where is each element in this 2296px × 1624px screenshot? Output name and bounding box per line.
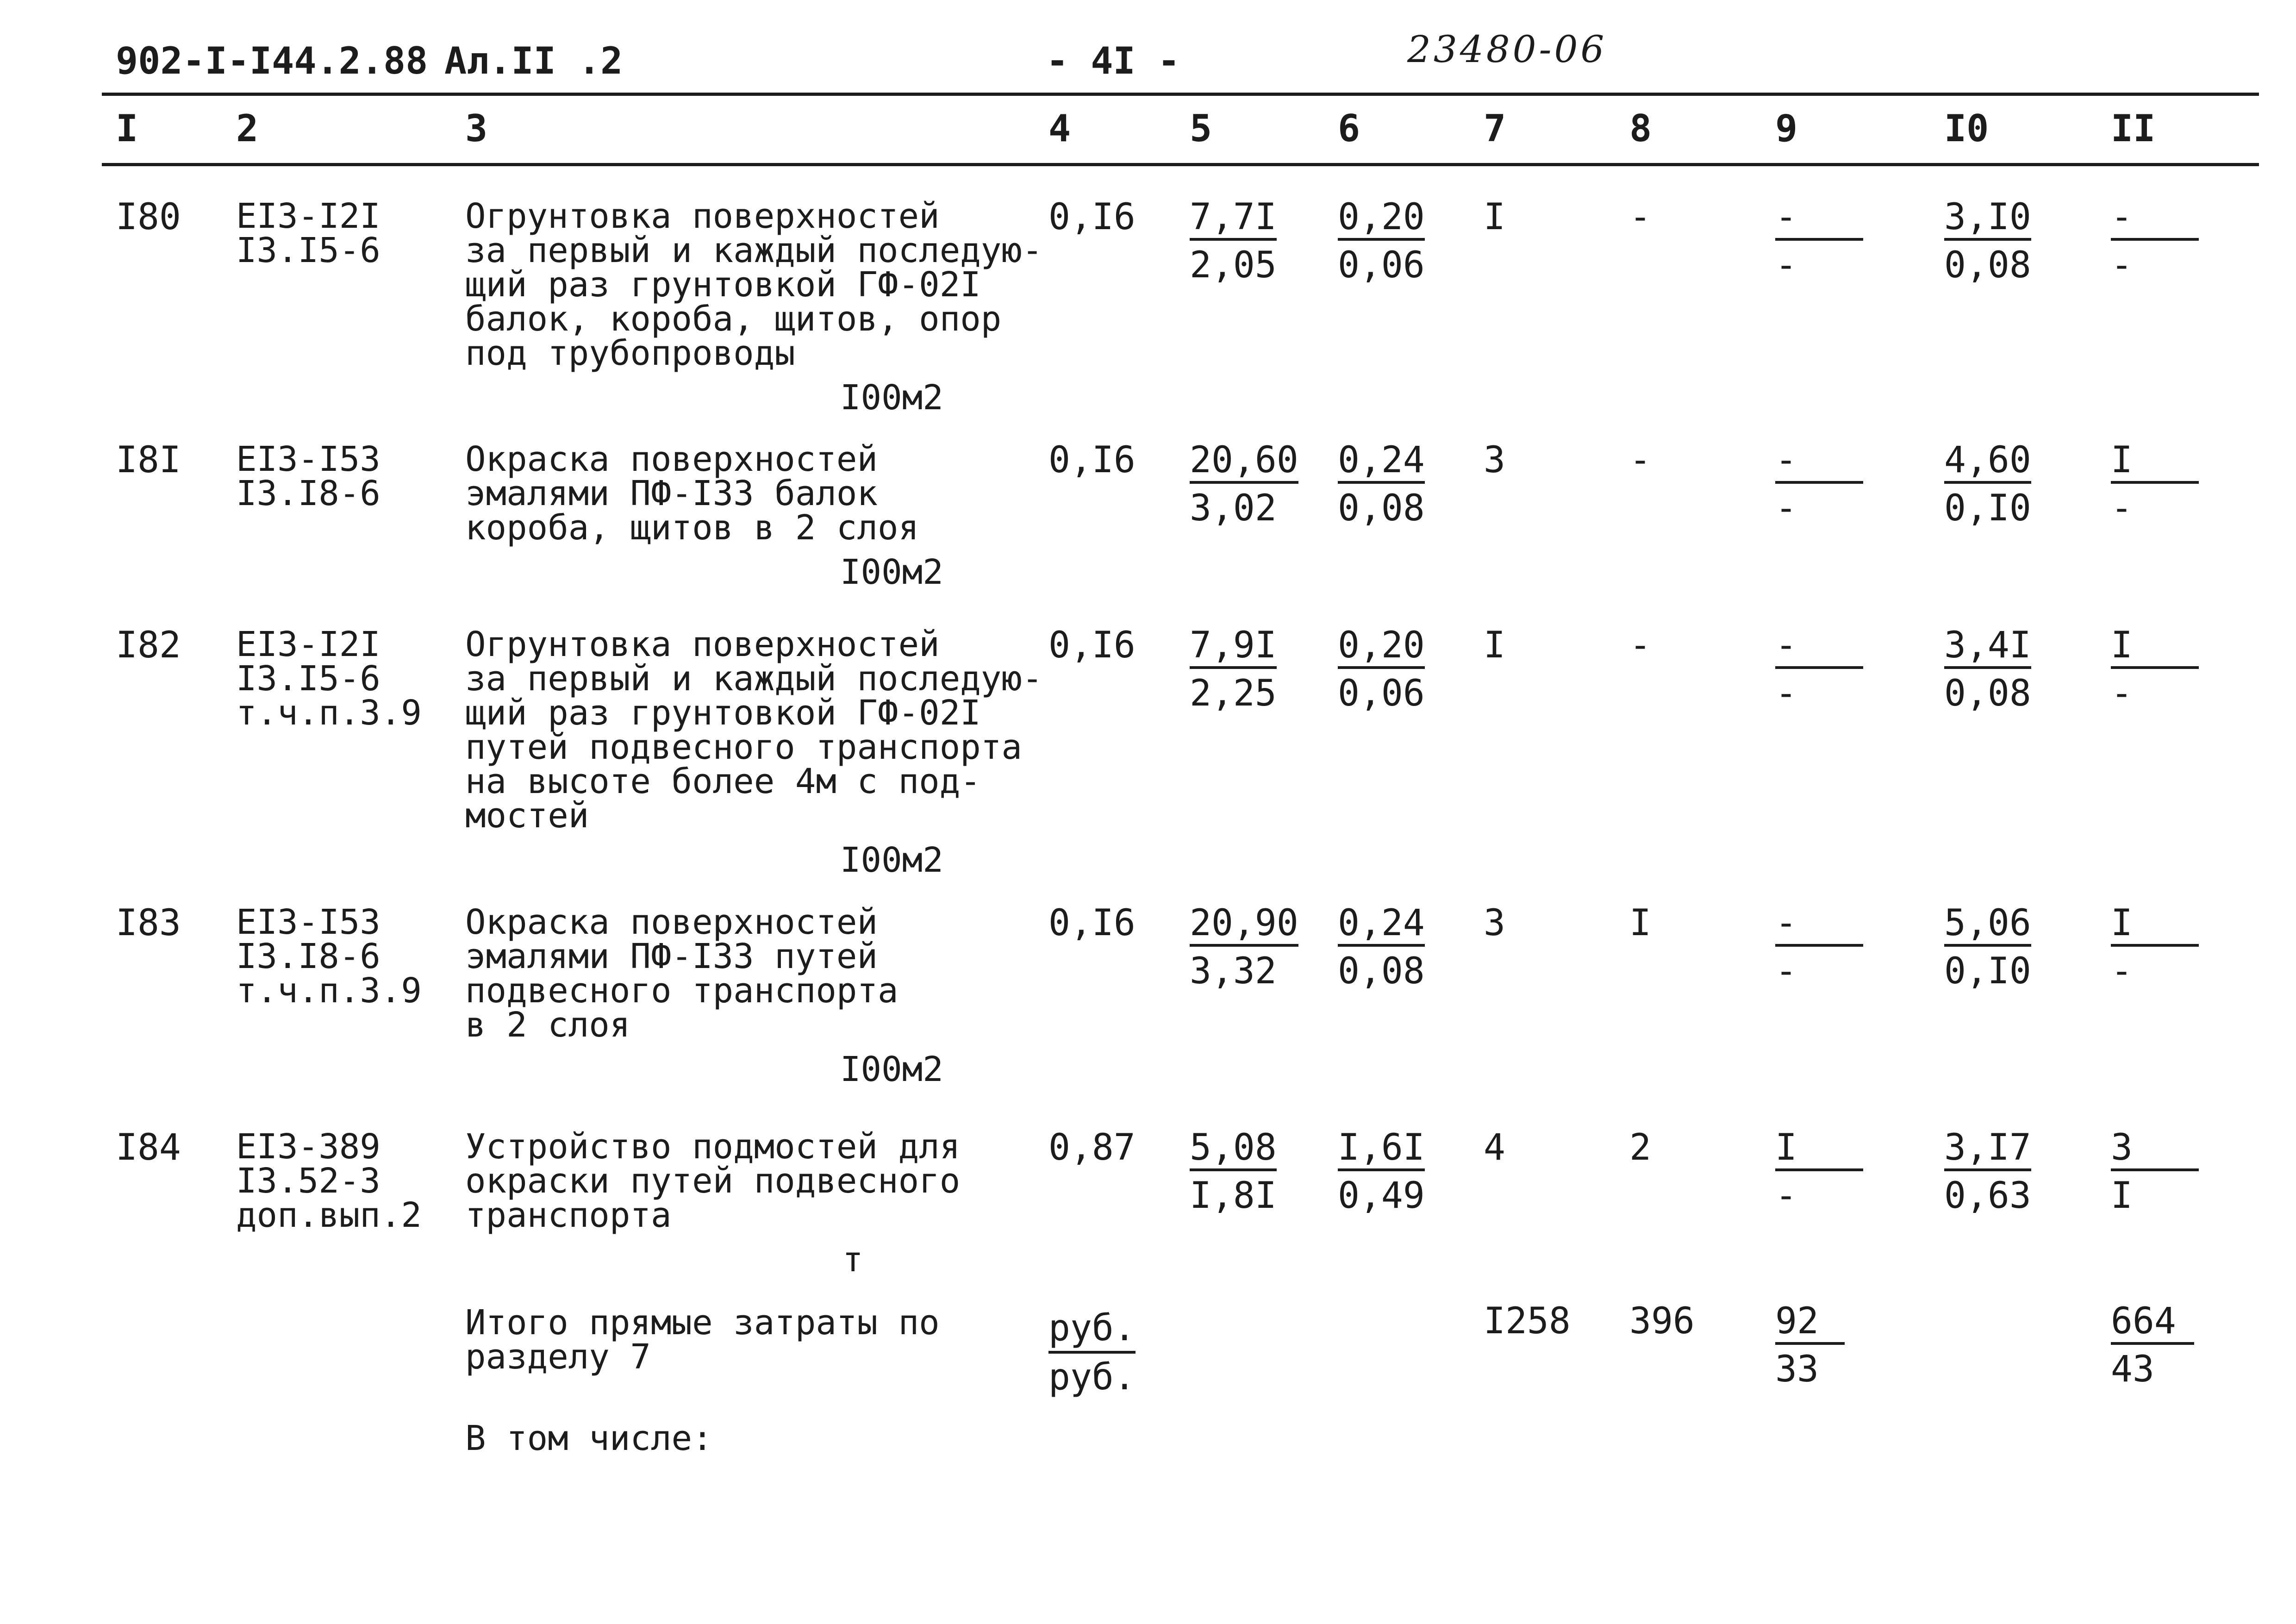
description-line: Огрунтовка поверхностей (465, 625, 940, 664)
row-2-description (465, 625, 1043, 836)
description-line: щий раз грунтовкой ГФ-02I (465, 265, 981, 305)
col6-bottom: 0,06 (1338, 673, 1425, 714)
col6-top: 0,20 (1338, 199, 1425, 241)
total-unit-bottom: руб. (1048, 1356, 1136, 1398)
description-line: на высоте более 4м с под- (465, 762, 981, 801)
row-0-col10 (1944, 196, 2031, 286)
row-0-number (116, 196, 181, 238)
col-header-11: II (2111, 107, 2156, 150)
col10-bottom: 0,I0 (1944, 950, 2031, 992)
row-0-col9 (1775, 196, 1863, 286)
row-2-col9 (1775, 627, 1863, 712)
row-4-col7 (1484, 1127, 1505, 1168)
row-number: I82 (116, 625, 181, 666)
row-4-col5 (1190, 1127, 1277, 1217)
col-header-4: 4 (1048, 107, 1071, 150)
col9-top: I (1775, 1130, 1863, 1171)
total-unit (1048, 1307, 1136, 1398)
row-0-code (236, 196, 381, 270)
total-col-8: 396 (1629, 1300, 1695, 1342)
col8-value: - (1629, 625, 1651, 666)
row-0-col8 (1629, 196, 1651, 238)
unit-label: I00м2 (840, 1049, 943, 1089)
total-col-11 (2111, 1300, 2194, 1390)
col9-top: - (1775, 442, 1863, 484)
row-3-col9 (1775, 902, 1863, 992)
total-unit-top: руб. (1048, 1307, 1136, 1354)
col5-top: 7,7I (1190, 199, 1277, 241)
header-rule-bottom (102, 163, 2259, 166)
col6-top: I,6I (1338, 1130, 1425, 1171)
row-number: I83 (116, 902, 181, 944)
code-line: т.ч.п.3.9 (236, 971, 422, 1011)
row-4-code (236, 1127, 422, 1235)
col9-top: - (1775, 199, 1863, 241)
including-label: В том числе: (465, 1418, 713, 1458)
col-header-3: 3 (465, 107, 488, 150)
row-3-col5 (1190, 902, 1298, 992)
description-line: мостей (465, 796, 589, 836)
row-2-col10 (1944, 627, 2031, 712)
col11-bottom: I (2111, 1175, 2133, 1217)
row-4-col6 (1338, 1127, 1425, 1217)
col5-top: 20,60 (1190, 442, 1298, 484)
col-header-2: 2 (236, 107, 259, 150)
col5-top: 7,9I (1190, 627, 1277, 669)
description-line: балок, короба, щитов, опор (465, 299, 1002, 339)
code-line: т.ч.п.3.9 (236, 693, 422, 733)
row-4-col9 (1775, 1127, 1863, 1217)
description-line: Окраска поверхностей (465, 439, 878, 479)
row-number: I80 (116, 196, 181, 238)
code-line: I3.I8-6 (236, 937, 381, 976)
total-label-line-2: разделу 7 (465, 1337, 651, 1377)
col7-value: I (1484, 625, 1505, 666)
col6-bottom: 0,49 (1338, 1175, 1425, 1217)
quantity: 0,I6 (1048, 625, 1136, 666)
col8-value: - (1629, 196, 1651, 238)
description-line: эмалями ПФ-I33 путей (465, 937, 878, 976)
sheet-label: Ал.II .2 (444, 39, 623, 82)
col6-top: 0,24 (1338, 905, 1425, 947)
col9-bottom: - (1775, 673, 1797, 714)
code-line: EI3-I2I (236, 196, 381, 236)
col7-value: 3 (1484, 439, 1505, 481)
description-line: транспорта (465, 1195, 672, 1235)
col11-top: - (2111, 199, 2199, 241)
col11-top: I (2111, 627, 2199, 669)
description-line: Огрунтовка поверхностей (465, 196, 940, 236)
total-col-11-bottom: 43 (2111, 1349, 2154, 1390)
col-header-9: 9 (1775, 107, 1798, 150)
col11-bottom: - (2111, 950, 2133, 992)
col9-bottom: - (1775, 1175, 1797, 1217)
row-2-col6 (1338, 627, 1425, 712)
total-label (465, 1303, 940, 1377)
col11-top: I (2111, 905, 2199, 947)
row-4-col10 (1944, 1127, 2031, 1217)
col10-bottom: 0,08 (1944, 244, 2031, 286)
col8-value: - (1629, 439, 1651, 481)
col9-bottom: - (1775, 244, 1797, 286)
col8-value: 2 (1629, 1127, 1651, 1168)
row-1-col5 (1190, 439, 1298, 529)
description-line: Устройство подмостей для (465, 1127, 961, 1167)
row-1-col11 (2111, 439, 2199, 529)
code-line: доп.вып.2 (236, 1195, 422, 1235)
description-line: за первый и каждый последую- (465, 231, 1043, 270)
col9-top: - (1775, 905, 1863, 947)
row-3-col10 (1944, 902, 2031, 992)
row-4-unit (842, 1242, 863, 1278)
col6-top: 0,24 (1338, 442, 1425, 484)
quantity: 0,I6 (1048, 439, 1136, 481)
row-2-number (116, 625, 181, 666)
col9-bottom: - (1775, 487, 1797, 529)
row-3-col8 (1629, 902, 1651, 944)
row-0-col11 (2111, 196, 2199, 286)
row-4-number (116, 1127, 181, 1168)
col-header-6: 6 (1338, 107, 1360, 150)
row-1-col7 (1484, 439, 1505, 481)
description-line: короба, щитов в 2 слоя (465, 508, 919, 548)
row-3-number (116, 902, 181, 944)
code-line: EI3-I53 (236, 439, 381, 479)
row-4-col11 (2111, 1127, 2199, 1217)
total-col-7: I258 (1484, 1300, 1571, 1342)
code-line: EI3-I53 (236, 902, 381, 942)
total-col-11-top: 664 (2111, 1303, 2194, 1345)
unit-label: т (842, 1240, 863, 1280)
col10-top: 4,60 (1944, 442, 2031, 484)
description-line: щий раз грунтовкой ГФ-02I (465, 693, 981, 733)
col-header-7: 7 (1484, 107, 1506, 150)
row-0-unit (840, 380, 943, 416)
quantity: 0,I6 (1048, 902, 1136, 944)
description-line: подвесного транспорта (465, 971, 898, 1011)
row-1-qty (1048, 439, 1136, 481)
row-2-col5 (1190, 627, 1277, 712)
unit-label: I00м2 (840, 552, 943, 592)
code-line: I3.52-3 (236, 1161, 381, 1201)
col-header-1: I (116, 107, 138, 150)
col6-bottom: 0,08 (1338, 950, 1425, 992)
col10-top: 3,I0 (1944, 199, 2031, 241)
col-header-10: I0 (1944, 107, 1989, 150)
row-3-col11 (2111, 902, 2199, 992)
col11-bottom: - (2111, 244, 2133, 286)
row-1-code (236, 439, 381, 513)
row-number: I8I (116, 439, 181, 481)
col10-bottom: 0,63 (1944, 1175, 2031, 1217)
row-0-qty (1048, 196, 1136, 238)
col-header-8: 8 (1629, 107, 1652, 150)
col9-top: - (1775, 627, 1863, 669)
row-1-col10 (1944, 439, 2031, 529)
col7-value: 4 (1484, 1127, 1505, 1168)
col10-bottom: 0,I0 (1944, 487, 2031, 529)
description-line: окраски путей подвесного (465, 1161, 961, 1201)
col9-bottom: - (1775, 950, 1797, 992)
row-2-code (236, 625, 422, 733)
col11-bottom: - (2111, 487, 2133, 529)
col-header-5: 5 (1190, 107, 1212, 150)
row-2-qty (1048, 625, 1136, 666)
col8-value: I (1629, 902, 1651, 944)
total-label-line-1: Итого прямые затраты по (465, 1303, 940, 1343)
description-line: эмалями ПФ-I33 балок (465, 474, 878, 513)
col11-top: I (2111, 442, 2199, 484)
row-2-col7 (1484, 625, 1505, 666)
description-line: в 2 слоя (465, 1005, 630, 1045)
col11-bottom: - (2111, 673, 2133, 714)
row-0-description (465, 196, 1043, 373)
row-0-col6 (1338, 196, 1425, 286)
col5-bottom: 3,32 (1190, 950, 1277, 992)
doc-code: 902-I-I44.2.88 (116, 39, 428, 82)
row-1-unit (840, 554, 943, 590)
col6-bottom: 0,08 (1338, 487, 1425, 529)
col10-bottom: 0,08 (1944, 673, 2031, 714)
col10-top: 3,I7 (1944, 1130, 2031, 1171)
description-line: под трубопроводы (465, 333, 795, 373)
row-1-col8 (1629, 439, 1651, 481)
row-3-qty (1048, 902, 1136, 944)
row-3-unit (840, 1051, 943, 1087)
code-line: I3.I8-6 (236, 474, 381, 513)
code-line: EI3-I2I (236, 625, 381, 664)
col7-value: 3 (1484, 902, 1505, 944)
header-rule-top (102, 93, 2259, 96)
col5-bottom: 2,25 (1190, 673, 1277, 714)
page-number: - 4I - (1046, 39, 1180, 82)
total-col-9-top: 92 (1775, 1303, 1845, 1345)
col10-top: 5,06 (1944, 905, 2031, 947)
description-line: Окраска поверхностей (465, 902, 878, 942)
row-1-col6 (1338, 439, 1425, 529)
code-line: I3.I5-6 (236, 659, 381, 699)
row-0-col7 (1484, 196, 1505, 238)
col5-top: 5,08 (1190, 1130, 1277, 1171)
row-1-description (465, 439, 919, 548)
col5-bottom: I,8I (1190, 1175, 1277, 1217)
col10-top: 3,4I (1944, 627, 2031, 669)
row-number: I84 (116, 1127, 181, 1168)
col7-value: I (1484, 196, 1505, 238)
total-col-9-bottom: 33 (1775, 1349, 1819, 1390)
description-line: путей подвесного транспорта (465, 727, 1022, 767)
row-3-code (236, 902, 422, 1011)
unit-label: I00м2 (840, 840, 943, 880)
row-4-description (465, 1127, 961, 1235)
col5-bottom: 3,02 (1190, 487, 1277, 529)
code-line: I3.I5-6 (236, 231, 381, 270)
row-3-col7 (1484, 902, 1505, 944)
code-line: EI3-389 (236, 1127, 381, 1167)
row-2-col11 (2111, 627, 2199, 712)
row-1-number (116, 439, 181, 481)
row-3-col6 (1338, 902, 1425, 992)
row-0-col5 (1190, 196, 1277, 286)
inventory-number: 23480-06 (1407, 28, 1607, 71)
row-4-qty (1048, 1127, 1136, 1168)
row-1-col9 (1775, 439, 1863, 529)
row-2-unit (840, 842, 943, 878)
description-line: за первый и каждый последую- (465, 659, 1043, 699)
quantity: 0,87 (1048, 1127, 1136, 1168)
row-4-col8 (1629, 1127, 1651, 1168)
col6-bottom: 0,06 (1338, 244, 1425, 286)
col11-top: 3 (2111, 1130, 2199, 1171)
row-2-col8 (1629, 625, 1651, 666)
total-col-9 (1775, 1300, 1845, 1390)
col6-top: 0,20 (1338, 627, 1425, 669)
col5-top: 20,90 (1190, 905, 1298, 947)
row-3-description (465, 902, 898, 1045)
col5-bottom: 2,05 (1190, 244, 1277, 286)
quantity: 0,I6 (1048, 196, 1136, 238)
unit-label: I00м2 (840, 378, 943, 418)
